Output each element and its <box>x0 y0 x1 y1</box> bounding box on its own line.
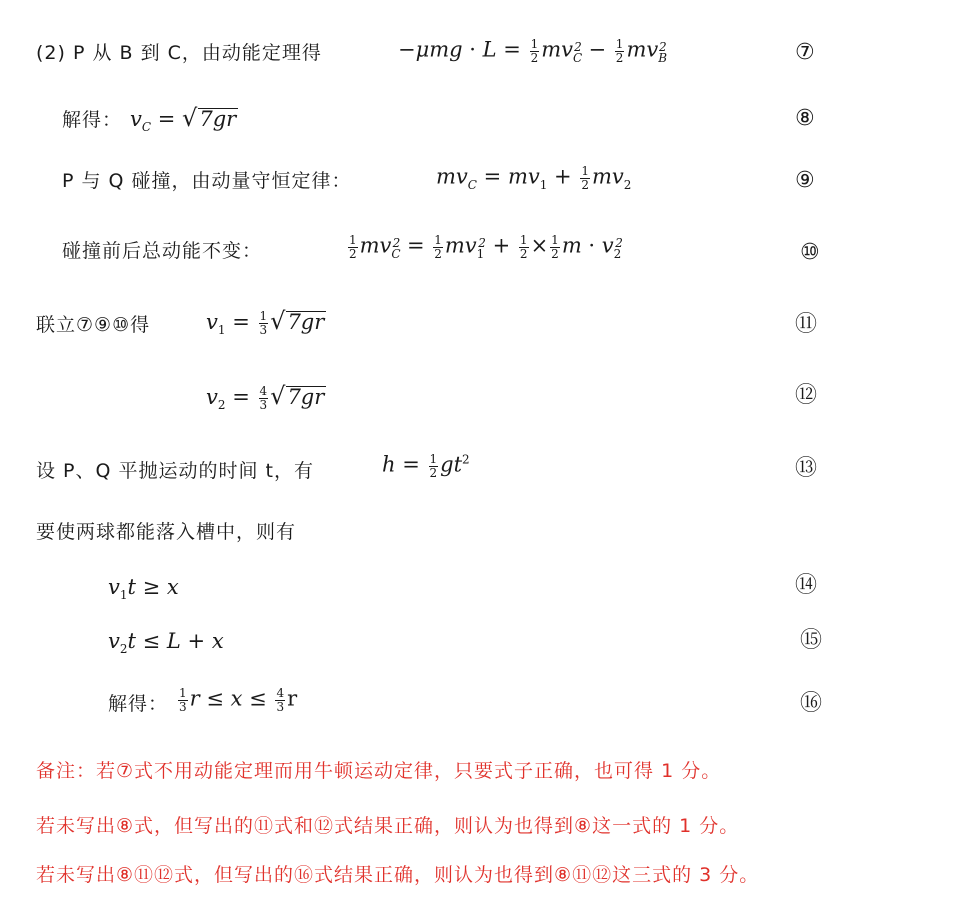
equation-number-11: ⑪ <box>795 312 818 337</box>
note-line-3: 若未写出⑧⑪⑫式，但写出的⑯式结果正确，则认为也得到⑧⑪⑫这三式的 3 分。 <box>36 864 760 886</box>
final-solve-label: 解得： <box>108 693 169 715</box>
equation-12: $v_2$ = $\frac{4}{3}$ √7gr <box>206 382 325 413</box>
combine-text: 联立⑦⑨⑩得 <box>36 314 151 336</box>
note-line-1: 备注：若⑦式不用动能定理而用牛顿运动定律，只要式子正确，也可得 1 分。 <box>36 760 722 782</box>
equation-11: $v_1$ = $\frac{1}{3}$ √7gr <box>206 307 325 338</box>
equation-number-10: ⑩ <box>800 240 820 265</box>
note-line-2: 若未写出⑧式，但写出的⑪式和⑫式结果正确，则认为也得到⑧这一式的 1 分。 <box>36 815 740 837</box>
equation-13: h = $\frac{1}{2}$ $gt^2$ <box>382 452 470 480</box>
equation-9: $mv_C = mv_1$ + $\frac{1}{2}$ $mv_2$ <box>436 164 632 192</box>
equation-14: $v_1t \ge x$ <box>108 575 179 603</box>
equation-7: −μmg · L = $\frac{1}{2}$ $mv_C^2$ − $\frac{1}{2}$ $mv_B^2$ <box>398 37 668 65</box>
equation-number-14: ⑭ <box>795 573 818 598</box>
condition-text: 要使两球都能落入槽中，则有 <box>36 521 297 543</box>
projectile-text: 设 P、Q 平抛运动的时间 t，有 <box>36 460 314 482</box>
equation-16: $\frac{1}{3}$ r ≤ x ≤ $\frac{4}{3}$ r <box>179 686 298 714</box>
solve-label: 解得： <box>62 109 123 131</box>
energy-text: 碰撞前后总动能不变： <box>62 240 263 262</box>
equation-number-7: ⑦ <box>795 40 815 65</box>
step-1-text: (2) P 从 B 到 C，由动能定理得 <box>36 42 322 64</box>
momentum-text: P 与 Q 碰撞，由动量守恒定律： <box>62 170 352 192</box>
equation-number-9: ⑨ <box>795 168 815 193</box>
equation-number-12: ⑫ <box>795 383 818 408</box>
equation-8: $v_C = √7gr$ <box>130 104 237 135</box>
equation-number-16: ⑯ <box>800 691 823 716</box>
equation-10: $\frac{1}{2}$ $mv_C^2$ = $\frac{1}{2}$ $mv_1^2$ + $\frac{1}{2}$ × $\frac{1}{2}$ $m \cdot v_2^2$ <box>349 233 623 261</box>
equation-number-13: ⑬ <box>795 456 818 481</box>
equation-number-8: ⑧ <box>795 106 815 131</box>
equation-15: $v_2t \le L + x$ <box>108 629 224 657</box>
equation-number-15: ⑮ <box>800 628 823 653</box>
